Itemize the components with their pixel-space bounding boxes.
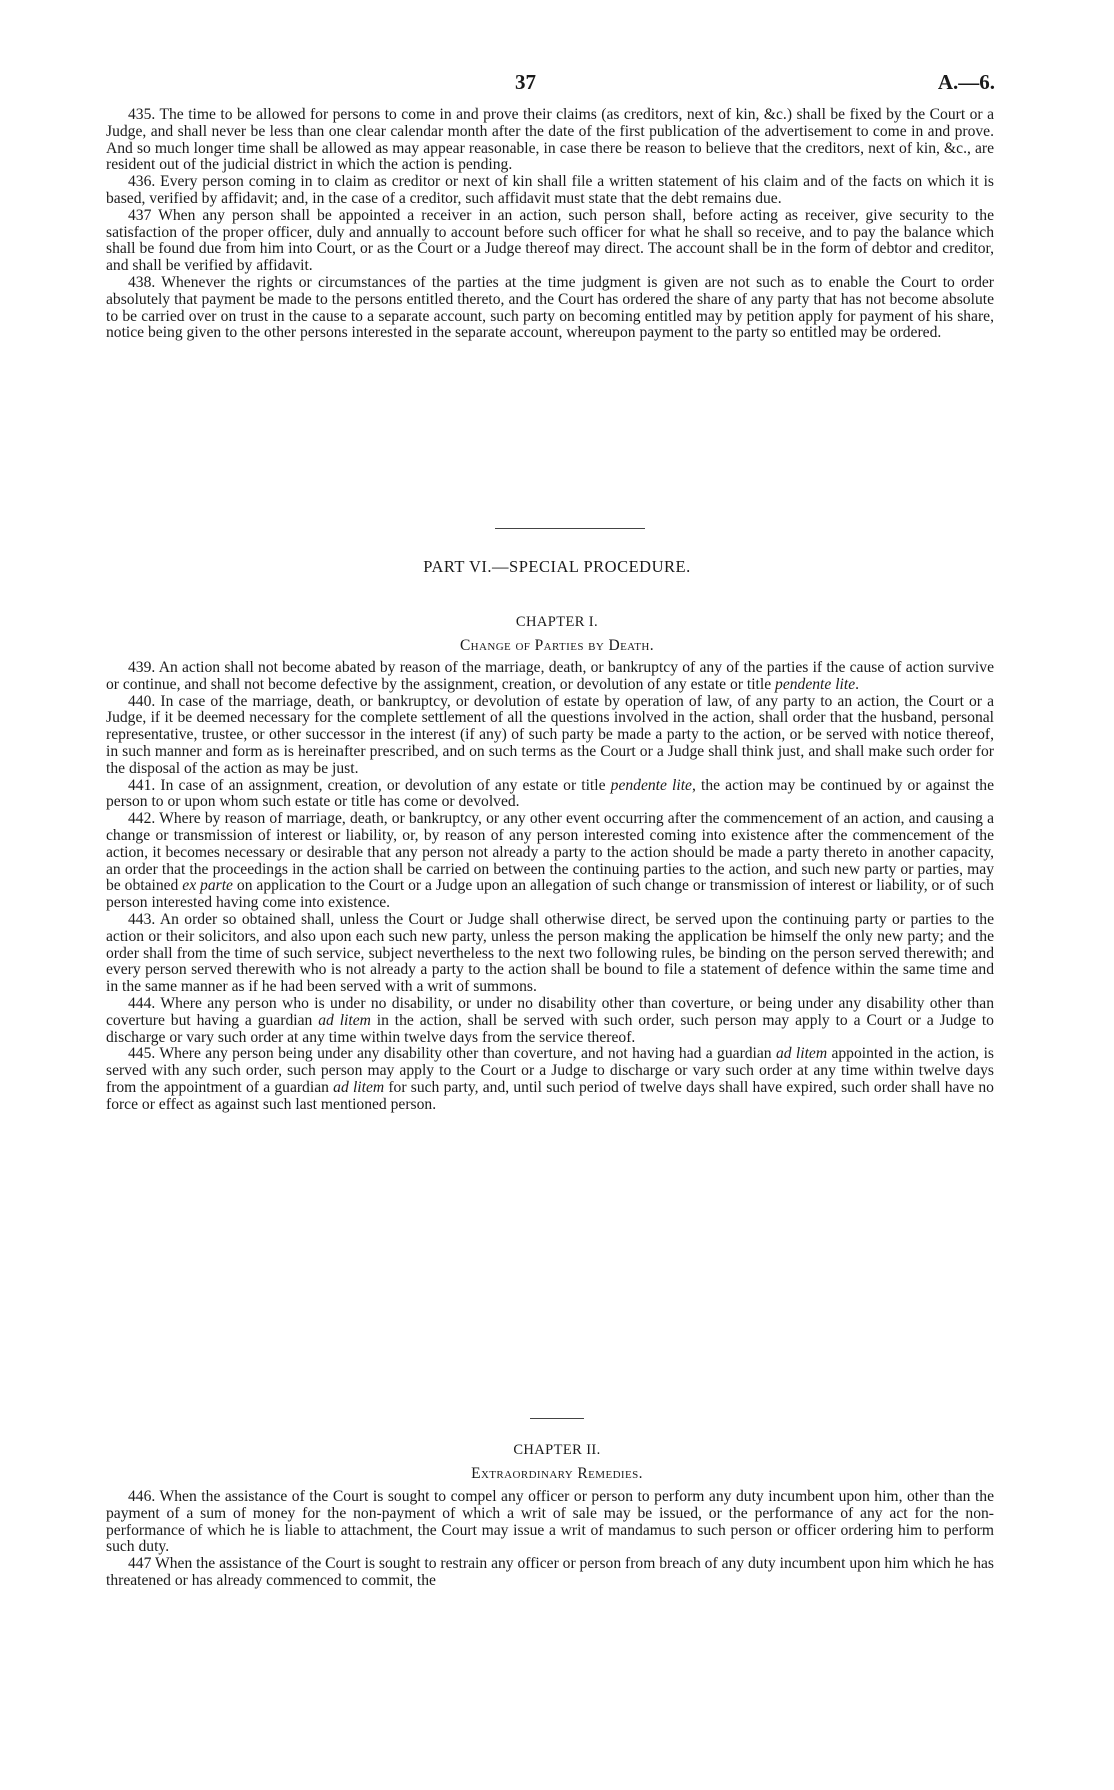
chapter-1-title: Change of Parties by Death. [459,637,655,654]
chapter-2-body [106,1489,994,1590]
rule-italic: pendente lite [610,776,692,794]
chapter-divider [530,1418,584,1419]
rule-text-end: , the action may be continued by or against the person to or upon whom such estate or title has come or devolved. [106,776,994,811]
rule-439 [106,660,994,694]
rule-text-end: . [855,675,860,693]
rule-text: When any person shall be appointed a receiver in an action, such person shall, before acting as receiver, give security to the satisfaction of the proper officer, duly and annually to account before such officer for what he shall so receive, and to pay the balance which shall be found due from him into Court, or as the Court or a Judge thereof may direct. The account shall be in the form of debtor and creditor, and shall be verified by affidavit. [106,206,994,275]
chapter-1-body [106,660,994,1114]
rule-445 [106,1046,994,1113]
rule-447 [106,1556,994,1590]
rule-text: Where any person who is under no disability, or under no disability other than coverture, or being under any disability other than coverture but having a guardian [106,994,994,1029]
rule-440 [106,694,994,778]
part-heading: PART VI.—SPECIAL PROCEDURE. [423,557,691,576]
rule-number: 435. [128,106,156,123]
rule-442 [106,811,994,912]
rule-italic: ex parte [182,877,233,895]
rule-number: 441. [128,776,156,794]
rule-438 [106,275,994,342]
rule-number: 440. [128,692,156,710]
rule-435 [106,107,994,174]
chapter-1-heading: CHAPTER I. [515,614,599,630]
rule-text: An order so obtained shall, unless the Court or Judge shall otherwise direct, be served upon the continuing party or parties to the action or their solicitors, and also upon each such new party, unless the person making the application be himself the only new party; and the order shall from the time of such service, subject nevertheless to the next two following rules, be binding on the person served therewith; and every person served therewith who is not already a party to the action shall be bound to file a statement of defence within the same time and in the same manner as if he had been served with a writ of summons. [106,910,994,996]
rule-text: The time to be allowed for persons to come in and prove their claims (as creditors, next of kin, &c.) shall be fixed by the Court or a Judge, and shall never be less than one clear calendar month after the date of the first publication of the advertisement to come in and prove. And so much longer time shall be allowed as may appear reasonable, in case there be reason to believe that the creditors, next of kin, &c., are resident out of the judicial district in which the action is pending. [106,106,994,174]
rule-436 [106,174,994,208]
rule-441 [106,778,994,812]
chapter-2-title: Extraordinary Remedies. [471,1465,643,1482]
rule-text: Where any person being under any disability other than coverture, and not having had a guardian [159,1045,776,1063]
rule-number: 443. [128,910,156,928]
rule-text-middle: appointed in the action, is served with any such order, such person may apply to the Court or a Judge to discharge or vary such order at any time within twelve days from the appointment of a guardian [106,1045,994,1096]
rule-text-end: for such party, and, until such period of twelve days shall have expired, such order shall have no force or effect as against such last mentioned person. [106,1078,994,1113]
rule-number: 447 [128,1555,152,1573]
rule-text: Where by reason of marriage, death, or bankruptcy, or any other event occurring after the commencement of an action, and causing a change or transmission of interest or liability, or, by reason of any person interested coming into existence after the commencement of the action, it becomes necessary or desirable that any person not already a party to the action should be made a party thereto in another capacity, an order that the proceedings in the action shall be carried on between the continuing parties to the action, and such new party or parties, may be obtained [106,810,994,895]
rule-444 [106,996,994,1046]
rule-446 [106,1489,994,1556]
rule-number: 444. [128,994,156,1012]
rule-text: Whenever the rights or circumstances of the parties at the time judgment is given are not such as to enable the Court to order absolutely that payment be made to the persons entitled thereto, and the Court has ordered the share of any party that has not become absolute to be carried over on trust in the cause to a separate account, such party on becoming entitled may by petition apply for payment of his share, notice being given to the other persons interested in the separate account, whereupon payment to the party so entitled may be ordered. [106,273,994,342]
chapter-2-heading: CHAPTER II. [513,1442,601,1458]
rule-text: In case of the marriage, death, or bankruptcy, or devolution of estate by operation of law, of any party to an action, the Court or a Judge, if it be deemed necessary for the complete settlement of all the questions involved in the action, shall order that the husband, personal representative, trustee, or other successor in the interest (if any) of such party be made a party to the action, or be served with notice thereof, in such manner and form as is hereinafter prescribed, and on such terms as the Court or a Judge shall think just, and shall make such order for the disposal of the action as may be just. [106,692,994,777]
rule-number: 442. [128,810,156,828]
page-number: 37 [515,70,536,94]
document-reference: A.—6. [937,70,995,94]
rule-text: When the assistance of the Court is sought to restrain any officer or person from breach of any duty incumbent upon him which he has threatened or has already commenced to commit, the [106,1555,994,1589]
rule-number: 436. [128,173,156,191]
rule-number: 437 [128,206,152,224]
rule-text-end: on application to the Court or a Judge upon an allegation of such change or transmission of interest or liability, or of such person interested having come into existence. [106,877,994,912]
rule-text-end: in the action, shall be served with such order, such person may apply to a Court or a Judge to discharge or vary such order at any time within twelve days from the service thereof. [106,1011,994,1046]
rule-number: 445. [128,1045,156,1063]
page-header [0,70,1114,100]
rule-437 [106,208,994,275]
rule-italic: pendente lite [775,675,856,693]
rule-443 [106,912,994,996]
rule-text: In case of an assignment, creation, or devolution of any estate or title [160,776,611,794]
rule-text: An action shall not become abated by reason of the marriage, death, or bankruptcy of any of the parties if the cause of action survive or continue, and shall not become defective by the assignment, creation, or devolution of any estate or title [106,659,994,693]
rule-text: Every person coming in to claim as creditor or next of kin shall file a written statement of his claim and of the facts on which it is based, verified by affidavit; and, in the case of a creditor, such affidavit must state that the debt remains due. [106,173,994,207]
rule-italic: ad litem [775,1045,828,1063]
rule-number: 446. [128,1488,156,1505]
rule-italic-2: ad litem [333,1078,385,1096]
rule-number: 438. [128,273,156,291]
section-divider [495,528,645,529]
rule-italic: ad litem [318,1011,371,1029]
rule-number: 439. [128,659,156,676]
rule-text: When the assistance of the Court is sought to compel any officer or person to perform any duty incumbent upon him, other than the payment of a sum of money for the non-payment of which a writ of sale may be issued, or the performance of any act for the non-performance of which he is liable to attachment, the Court may issue a writ of mandamus to such person or officer ordering him to perform such duty. [106,1488,994,1556]
section-rules-435-438 [106,107,994,342]
